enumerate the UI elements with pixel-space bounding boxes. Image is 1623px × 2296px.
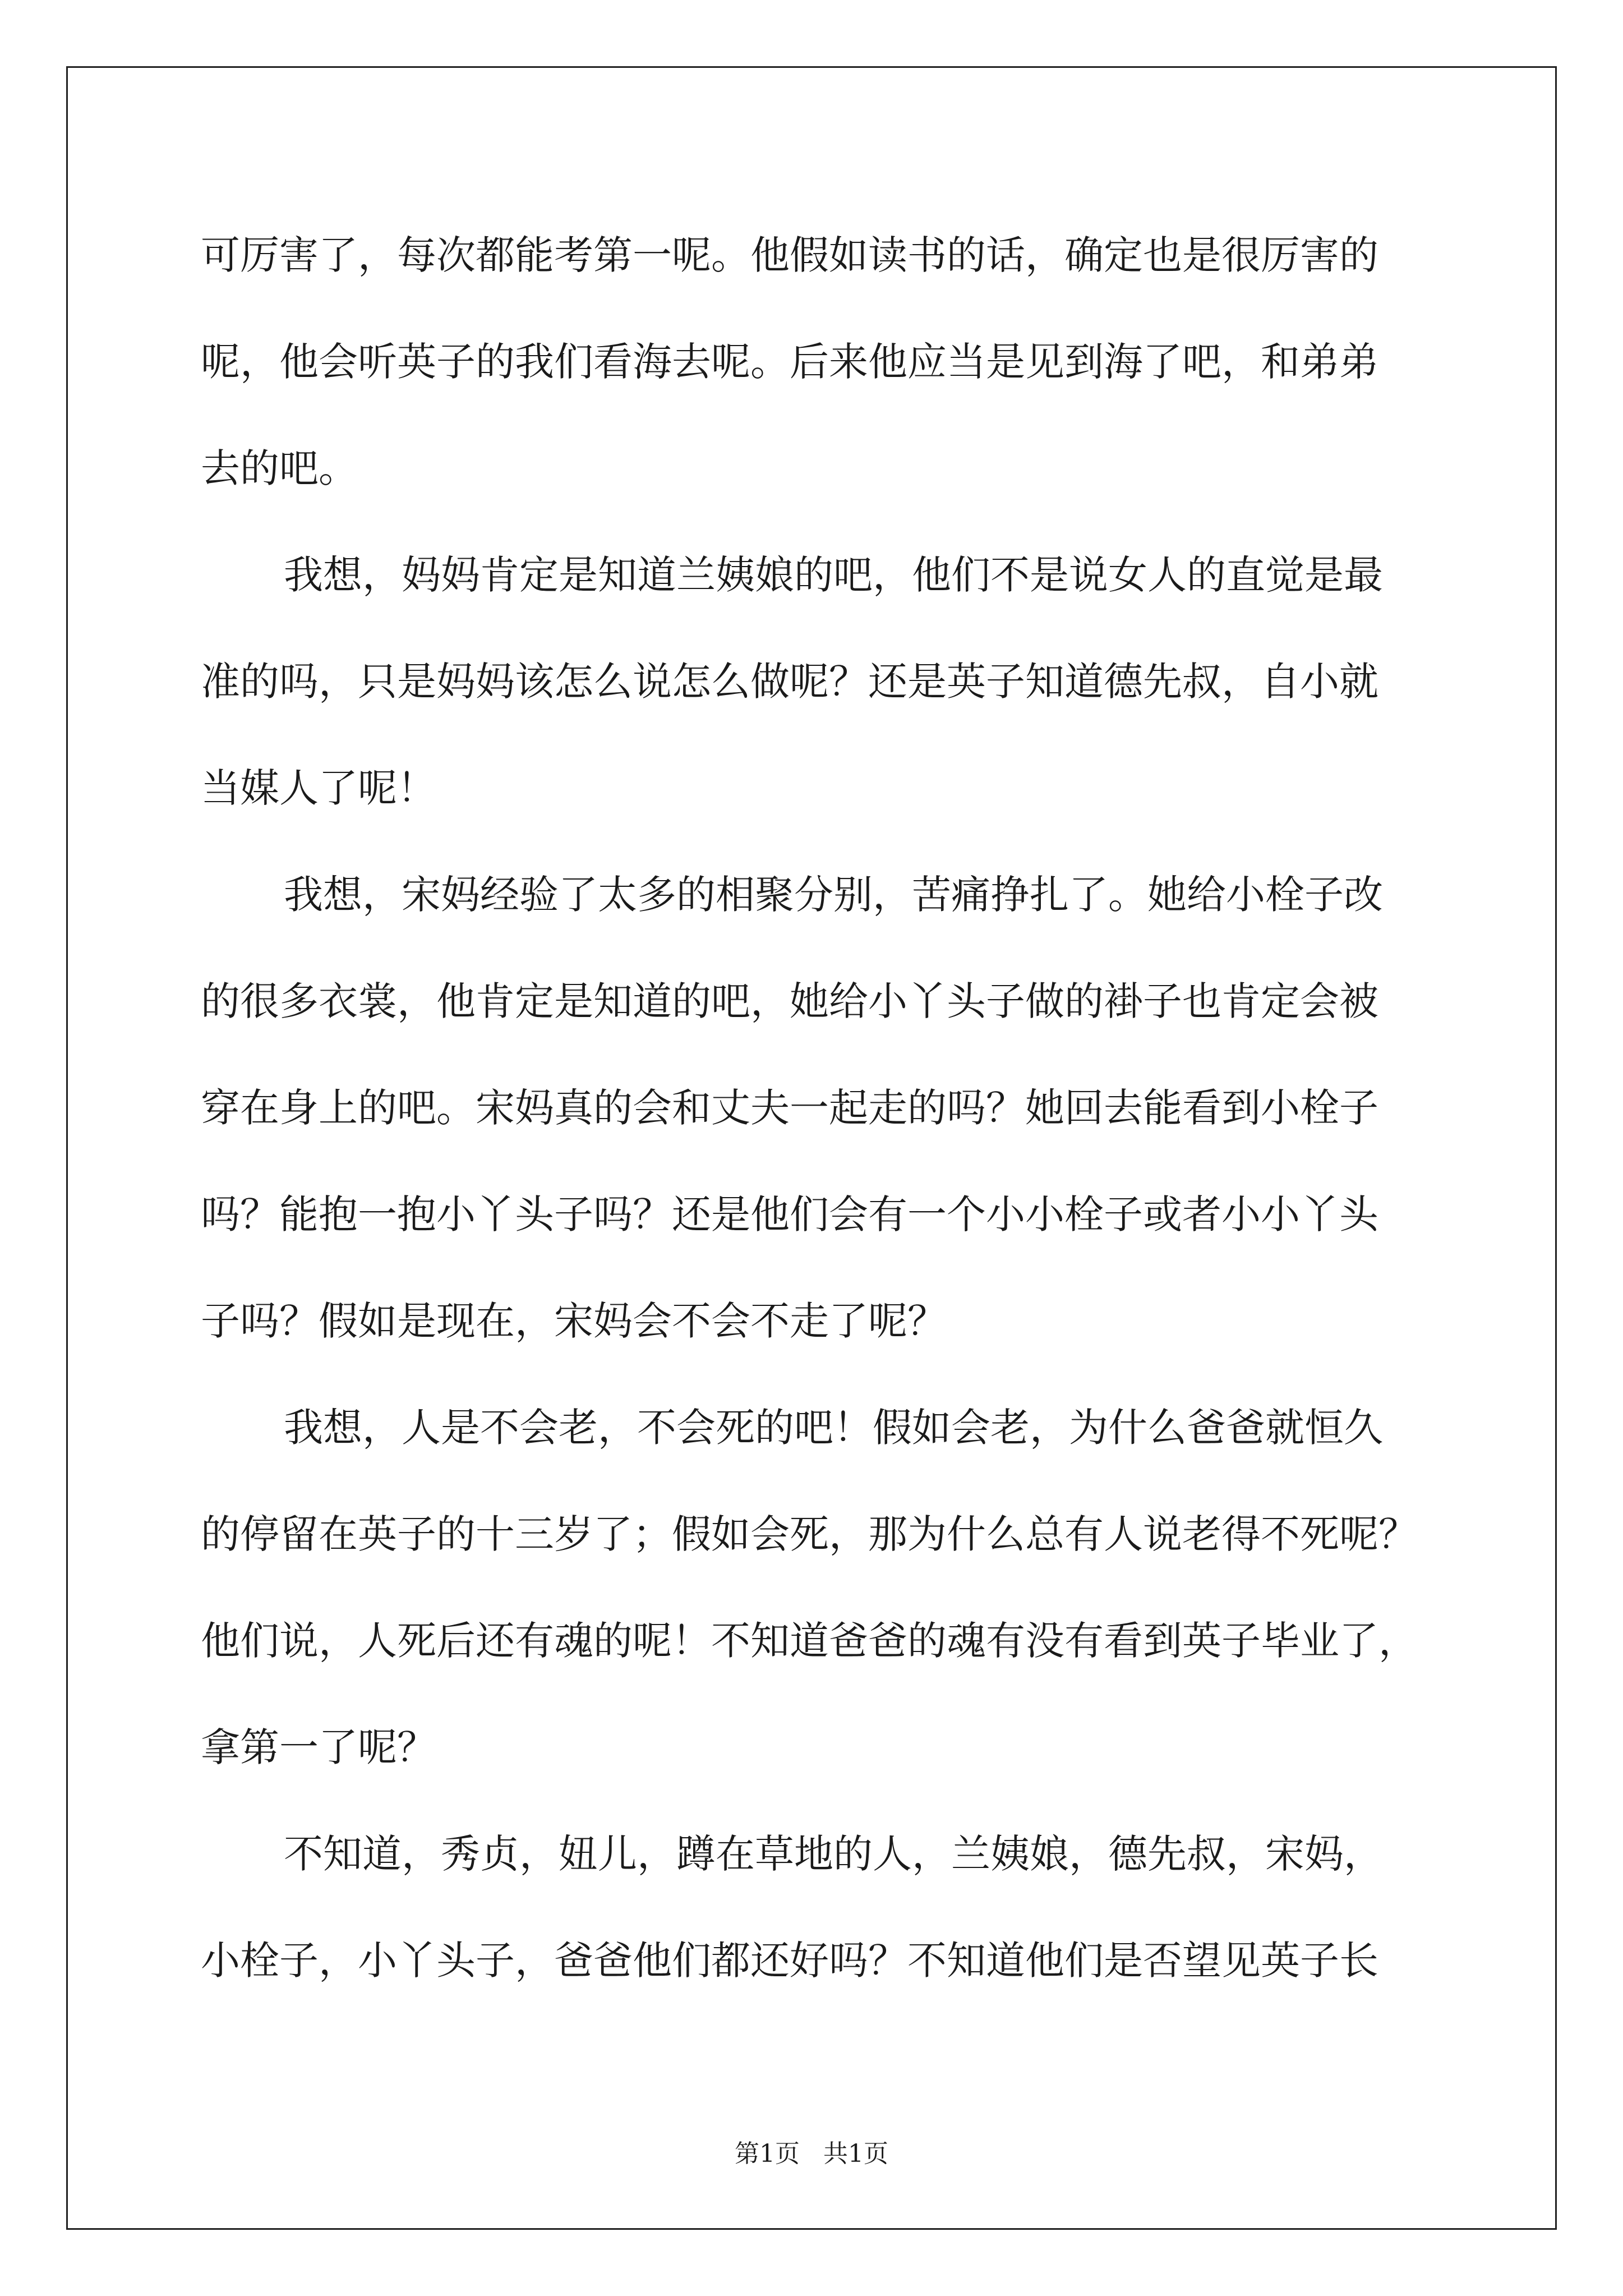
paragraph-first-line: 我想，妈妈肯定是知道兰姨娘的吧，他们不是说女人的直觉是最 [284, 552, 1383, 598]
text-line: 当媒人了呢！ [201, 765, 436, 811]
text-line: 拿第一了呢？ [201, 1724, 436, 1770]
text-line: 的停留在英子的十三岁了；假如会死，那为什么总有人说老得不死呢？ [201, 1511, 1418, 1557]
text-line: 可厉害了，每次都能考第一呢。他假如读书的话，确定也是很厉害的 [201, 232, 1378, 278]
text-line: 子吗？假如是现在，宋妈会不会不走了呢？ [201, 1298, 947, 1344]
document-body [201, 202, 1468, 2014]
text-line: 吗？能抱一抱小丫头子吗？还是他们会有一个小小栓子或者小小丫头 [201, 1191, 1378, 1237]
text-line: 的很多衣裳，他肯定是知道的吧，她给小丫头子做的褂子也肯定会被 [201, 978, 1378, 1024]
paragraph-first-line: 不知道，秀贞，妞儿，蹲在草地的人，兰姨娘，德先叔，宋妈， [284, 1831, 1383, 1877]
page-number-footer: 第1页 共1页 [735, 2139, 888, 2168]
text-line: 去的吧。 [201, 445, 358, 491]
text-line: 准的吗，只是妈妈该怎么说怎么做呢？还是英子知道德先叔，自小就 [201, 659, 1378, 705]
text-line: 小栓子，小丫头子，爸爸他们都还好吗？不知道他们是否望见英子长 [201, 1938, 1378, 1984]
text-line: 穿在身上的吧。宋妈真的会和丈夫一起走的吗？她回去能看到小栓子 [201, 1085, 1378, 1131]
paragraph-first-line: 我想，人是不会老，不会死的吧！假如会老，为什么爸爸就恒久 [284, 1405, 1383, 1451]
text-line: 他们说，人死后还有魂的呢！不知道爸爸的魂有没有看到英子毕业了， [201, 1618, 1418, 1664]
paragraph-first-line: 我想，宋妈经验了太多的相聚分别，苦痛挣扎了。她给小栓子改 [284, 872, 1383, 918]
text-line: 呢，他会听英子的我们看海去呢。后来他应当是见到海了吧，和弟弟 [201, 339, 1378, 385]
